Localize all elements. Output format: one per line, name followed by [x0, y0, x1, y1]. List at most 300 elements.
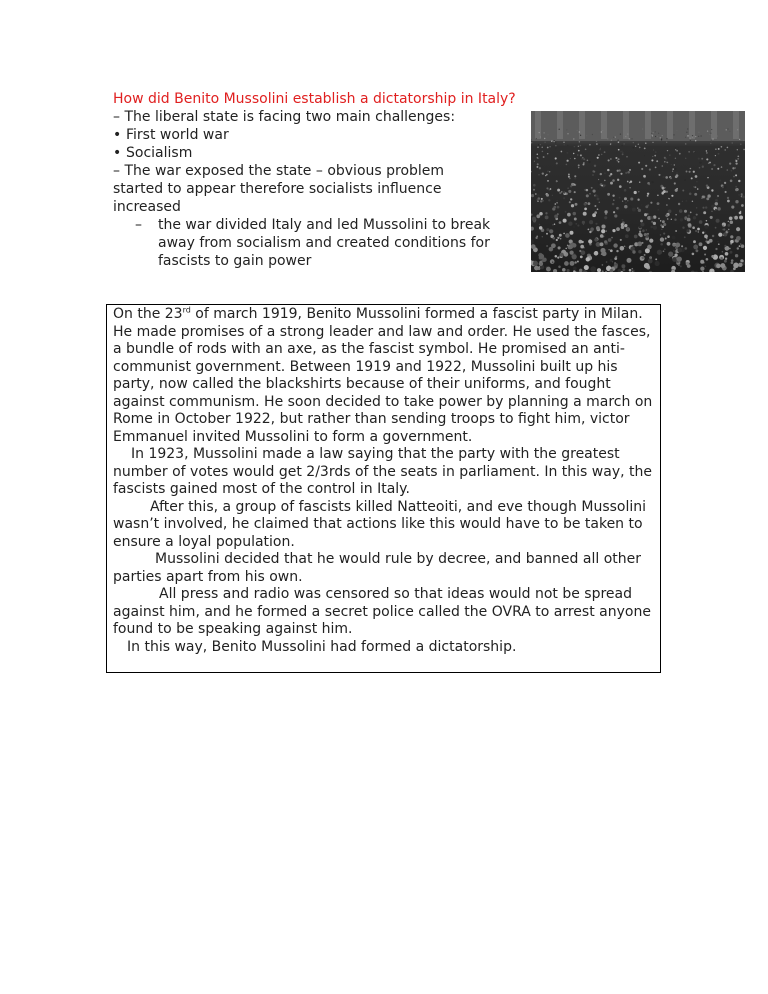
- crowd-figure: [731, 170, 733, 172]
- crowd-figure: [552, 195, 553, 196]
- crowd-figure: [618, 149, 620, 151]
- crowd-figure: [668, 251, 673, 256]
- crowd-figure: [563, 197, 565, 199]
- crowd-figure: [638, 144, 639, 145]
- crowd-figure: [561, 151, 563, 153]
- crowd-figure: [589, 231, 591, 233]
- crowd-figure: [567, 213, 571, 217]
- crowd-figure: [711, 140, 712, 141]
- crowd-figure: [590, 266, 596, 272]
- crowd-figure: [545, 175, 546, 176]
- crowd-figure: [672, 243, 675, 246]
- crowd-figure: [743, 149, 744, 150]
- crowd-figure: [535, 193, 537, 195]
- crowd-figure: [584, 208, 587, 211]
- crowd-figure: [579, 131, 580, 132]
- crowd-figure: [567, 133, 568, 134]
- crowd-figure: [604, 210, 607, 213]
- crowd-figure: [616, 152, 617, 153]
- crowd-figure: [687, 218, 691, 222]
- crowd-figure: [573, 138, 574, 139]
- crowd-figure: [624, 189, 627, 192]
- crowd-figure: [608, 249, 609, 250]
- crowd-figure: [711, 129, 712, 130]
- crowd-figure: [651, 221, 653, 223]
- crowd-figure: [622, 151, 623, 152]
- crowd-figure: [570, 231, 574, 235]
- crowd-figure: [594, 165, 596, 167]
- crowd-figure: [593, 190, 596, 193]
- crowd-figure: [555, 145, 556, 146]
- crowd-figure: [650, 256, 652, 258]
- crowd-figure: [554, 206, 557, 209]
- crowd-figure: [539, 167, 541, 169]
- crowd-figure: [542, 236, 543, 237]
- crowd-figure: [574, 177, 576, 179]
- crowd-figure: [583, 158, 585, 160]
- crowd-figure: [537, 199, 539, 201]
- crowd-figure: [572, 254, 577, 259]
- crowd-figure: [580, 145, 581, 146]
- crowd-figure: [586, 257, 590, 261]
- crowd-figure: [642, 128, 643, 129]
- crowd-figure: [738, 263, 742, 267]
- crowd-figure: [677, 256, 682, 261]
- crowd-figure: [653, 225, 657, 229]
- crowd-figure: [595, 223, 597, 225]
- crowd-figure: [720, 257, 723, 260]
- crowd-figure: [621, 145, 622, 146]
- crowd-figure: [531, 171, 532, 173]
- crowd-figure: [632, 245, 634, 247]
- crowd-figure: [699, 162, 701, 164]
- crowd-figure: [685, 137, 686, 138]
- crowd-figure: [650, 131, 651, 132]
- crowd-figure: [630, 197, 633, 200]
- crowd-figure: [622, 268, 625, 271]
- crowd-figure: [710, 216, 713, 219]
- crowd-figure: [697, 228, 700, 231]
- dash-item: [113, 216, 528, 270]
- crowd-figure: [707, 130, 708, 131]
- crowd-figure: [686, 171, 688, 173]
- photo-building-column: [557, 111, 563, 139]
- crowd-figure: [638, 191, 639, 192]
- crowd-figure: [655, 151, 657, 153]
- crowd-figure: [724, 186, 727, 189]
- crowd-figure: [681, 245, 683, 247]
- crowd-figure: [589, 193, 591, 195]
- crowd-figure: [700, 135, 701, 136]
- crowd-figure: [675, 147, 676, 148]
- crowd-figure: [555, 148, 556, 149]
- crowd-figure: [715, 227, 717, 229]
- crowd-figure: [743, 140, 744, 141]
- crowd-figure: [660, 137, 661, 138]
- photo-building-column: [733, 111, 739, 139]
- crowd-figure: [711, 270, 713, 272]
- crowd-figure: [675, 168, 677, 170]
- crowd-figure: [624, 197, 627, 200]
- crowd-figure: [658, 174, 660, 176]
- crowd-figure: [531, 194, 534, 197]
- crowd-figure: [613, 243, 617, 247]
- crowd-figure: [729, 216, 733, 220]
- photo-building-column: [623, 111, 629, 139]
- crowd-figure: [620, 151, 622, 153]
- crowd-figure: [539, 212, 543, 216]
- crowd-figure: [713, 164, 715, 166]
- crowd-figure: [654, 155, 656, 157]
- crowd-figure: [702, 207, 704, 209]
- crowd-figure: [673, 134, 674, 135]
- crowd-figure: [674, 164, 675, 165]
- crowd-figure: [592, 174, 593, 175]
- crowd-figure: [737, 158, 739, 160]
- crowd-figure: [597, 208, 599, 210]
- crowd-figure: [679, 153, 681, 155]
- crowd-figure: [690, 271, 695, 272]
- crowd-figure: [689, 171, 691, 173]
- crowd-figure: [689, 193, 692, 196]
- crowd-figure: [672, 168, 673, 169]
- crowd-figure: [585, 148, 587, 150]
- crowd-figure: [557, 237, 559, 239]
- crowd-figure: [616, 160, 618, 162]
- crowd-figure: [680, 265, 682, 267]
- crowd-figure: [711, 168, 713, 170]
- crowd-figure: [706, 152, 708, 154]
- crowd-figure: [608, 211, 610, 213]
- crowd-figure: [555, 157, 557, 159]
- crowd-figure: [598, 154, 600, 156]
- crowd-figure: [661, 139, 662, 140]
- crowd-figure: [669, 257, 670, 258]
- crowd-figure: [602, 270, 604, 272]
- crowd-figure: [735, 174, 737, 176]
- crowd-figure: [616, 227, 620, 231]
- crowd-figure: [591, 187, 593, 189]
- crowd-figure: [578, 164, 580, 166]
- crowd-figure: [652, 132, 653, 133]
- crowd-figure: [563, 142, 564, 143]
- crowd-figure: [541, 198, 543, 200]
- crowd-figure: [592, 134, 593, 135]
- crowd-figure: [672, 257, 677, 262]
- crowd-figure: [613, 137, 614, 138]
- crowd-figure: [578, 150, 580, 152]
- crowd-figure: [627, 181, 629, 183]
- crowd-figure: [716, 219, 720, 223]
- crowd-figure: [536, 214, 540, 218]
- crowd-figure: [647, 195, 649, 197]
- crowd-figure: [692, 201, 693, 202]
- crowd-figure: [557, 213, 559, 215]
- crowd-figure: [660, 234, 662, 236]
- crowd-figure: [596, 143, 598, 145]
- crowd-figure: [698, 158, 700, 160]
- crowd-figure: [740, 143, 741, 144]
- crowd-figure: [666, 191, 668, 193]
- crowd-figure: [665, 176, 668, 179]
- crowd-figure: [560, 253, 564, 257]
- crowd-figure: [558, 266, 561, 269]
- box-paragraph-3: After this, a group of fascists killed Natteoiti, and eve though Mussolini wasn’t involved, he claimed that actions like this would have to be taken to ensure a loyal population.: [113, 498, 647, 550]
- crowd-figure: [621, 223, 624, 226]
- crowd-figure: [645, 143, 646, 144]
- crowd-figure: [582, 163, 584, 165]
- crowd-figure: [600, 173, 602, 175]
- crowd-figure: [581, 241, 583, 243]
- crowd-figure: [715, 209, 717, 211]
- crowd-figure: [608, 238, 612, 242]
- crowd-figure: [653, 222, 656, 225]
- crowd-figure: [616, 250, 618, 252]
- crowd-figure: [688, 151, 689, 152]
- crowd-figure: [627, 133, 628, 134]
- crowd-figure: [604, 180, 606, 182]
- crowd-figure: [584, 265, 589, 270]
- crowd-figure: [536, 138, 537, 139]
- crowd-figure: [537, 163, 539, 165]
- crowd-figure: [737, 155, 739, 157]
- crowd-figure: [706, 238, 707, 239]
- crowd-figure: [687, 128, 688, 129]
- crowd-figure: [598, 179, 599, 180]
- crowd-figure: [542, 172, 544, 174]
- crowd-figure: [677, 248, 682, 253]
- crowd-figure: [638, 250, 641, 253]
- crowd-figure: [722, 186, 724, 188]
- crowd-figure: [555, 181, 556, 182]
- crowd-figure: [663, 223, 666, 226]
- crowd-figure: [547, 170, 549, 172]
- crowd-figure: [583, 224, 584, 225]
- crowd-figure: [559, 221, 562, 224]
- crowd-figure: [666, 142, 667, 143]
- crowd-figure: [565, 211, 567, 213]
- crowd-figure: [552, 224, 554, 226]
- crowd-figure: [552, 261, 553, 262]
- crowd-figure: [547, 147, 549, 149]
- crowd-figure: [675, 149, 676, 150]
- crowd-figure: [580, 245, 584, 249]
- crowd-figure: [731, 262, 734, 265]
- crowd-figure: [675, 230, 677, 232]
- crowd-figure: [562, 268, 566, 272]
- crowd-figure: [588, 161, 590, 163]
- crowd-figure: [660, 243, 663, 246]
- crowd-figure: [553, 237, 556, 240]
- crowd-figure: [637, 199, 639, 201]
- crowd-figure: [716, 135, 717, 136]
- crowd-figure: [547, 180, 549, 182]
- crowd-figure: [597, 198, 600, 201]
- crowd-figure: [629, 187, 630, 188]
- crowd-figure: [708, 162, 710, 164]
- crowd-figure: [669, 155, 670, 156]
- crowd-figure: [666, 204, 668, 206]
- crowd-figure: [694, 186, 696, 188]
- crowd-figure: [601, 131, 602, 132]
- crowd-figure: [531, 142, 532, 143]
- crowd-figure: [587, 160, 589, 162]
- crowd-figure: [577, 225, 579, 227]
- crowd-figure: [662, 220, 665, 223]
- crowd-figure: [546, 245, 548, 247]
- crowd-figure: [677, 147, 679, 149]
- crowd-figure: [644, 213, 647, 216]
- crowd-figure: [661, 229, 662, 230]
- crowd-figure: [722, 225, 724, 227]
- crowd-figure: [549, 189, 550, 190]
- photo-building-column: [667, 111, 673, 139]
- crowd-figure: [639, 226, 642, 229]
- crowd-figure: [735, 188, 738, 191]
- crowd-figure: [601, 229, 605, 233]
- crowd-figure: [566, 129, 567, 130]
- crowd-figure: [727, 147, 729, 149]
- crowd-figure: [565, 248, 567, 250]
- crowd-figure: [684, 179, 686, 181]
- crowd-figure: [718, 168, 719, 169]
- crowd-figure: [549, 171, 550, 172]
- crowd-figure: [633, 142, 634, 143]
- crowd-figure: [594, 205, 596, 207]
- crowd-figure: [538, 267, 541, 270]
- crowd-figure: [691, 177, 693, 179]
- crowd-figure: [647, 233, 649, 235]
- crowd-figure: [621, 264, 625, 268]
- crowd-figure: [564, 144, 565, 145]
- crowd-figure: [595, 251, 598, 254]
- crowd-figure: [703, 246, 707, 250]
- crowd-figure: [583, 212, 587, 216]
- crowd-figure: [553, 269, 557, 272]
- crowd-figure: [727, 197, 729, 199]
- crowd-figure: [730, 270, 734, 272]
- crowd-figure: [695, 230, 697, 232]
- crowd-figure: [660, 220, 661, 221]
- crowd-figure: [684, 247, 687, 250]
- crowd-figure: [682, 190, 684, 192]
- crowd-figure: [661, 192, 664, 195]
- crowd-figure: [573, 267, 577, 271]
- crowd-figure: [573, 270, 575, 272]
- crowd-figure: [724, 245, 726, 247]
- crowd-figure: [626, 227, 629, 230]
- crowd-figure: [573, 226, 574, 227]
- crowd-figure: [580, 135, 581, 136]
- crowd-figure: [728, 221, 729, 222]
- crowd-figure: [727, 200, 730, 203]
- crowd-figure: [692, 226, 695, 229]
- crowd-figure: [735, 254, 738, 257]
- crowd-figure: [667, 218, 669, 220]
- crowd-figure: [633, 270, 635, 272]
- crowd-figure: [640, 220, 643, 223]
- crowd-figure: [629, 169, 631, 171]
- crowd-figure: [586, 135, 587, 136]
- crowd-figure: [667, 150, 668, 151]
- bullet-text: Socialism: [126, 145, 193, 161]
- crowd-figure: [634, 191, 637, 194]
- crowd-figure: [536, 166, 538, 168]
- crowd-figure: [571, 204, 574, 207]
- crowd-figure: [570, 261, 575, 266]
- crowd-figure: [710, 143, 711, 144]
- crowd-figure: [712, 138, 714, 140]
- crowd-figure: [633, 147, 635, 149]
- crowd-figure: [740, 259, 743, 262]
- crowd-figure: [711, 189, 713, 191]
- crowd-figure: [601, 185, 603, 187]
- crowd-figure: [551, 141, 552, 142]
- superscript: rd: [182, 305, 191, 315]
- crowd-figure: [559, 129, 560, 130]
- crowd-figure: [676, 150, 678, 152]
- crowd-figure: [608, 159, 610, 161]
- crowd-figure: [610, 249, 613, 252]
- crowd-figure: [624, 205, 627, 208]
- crowd-figure: [578, 167, 579, 168]
- crowd-figure: [574, 218, 577, 221]
- crowd-figure: [730, 235, 733, 238]
- crowd-figure: [705, 206, 707, 208]
- crowd-figure: [567, 145, 568, 146]
- crowd-figure: [656, 160, 658, 162]
- crowd-figure: [742, 195, 745, 198]
- crowd-figure: [606, 261, 608, 263]
- crowd-figure: [532, 156, 533, 157]
- crowd-figure: [542, 257, 546, 261]
- crowd-figure: [675, 242, 680, 247]
- crowd-figure: [618, 169, 620, 171]
- crowd-figure: [647, 213, 649, 215]
- crowd-figure: [676, 188, 678, 190]
- crowd-figure: [617, 179, 619, 181]
- crowd-figure: [579, 250, 581, 252]
- crowd-figure: [606, 230, 607, 231]
- crowd-figure: [696, 214, 698, 216]
- crowd-figure: [655, 136, 656, 137]
- crowd-figure: [584, 203, 587, 206]
- crowd-figure: [717, 195, 719, 197]
- crowd-figure: [540, 136, 541, 137]
- crowd-figure: [735, 162, 737, 164]
- crowd-figure: [632, 208, 636, 212]
- crowd-figure: [626, 156, 628, 158]
- crowd-figure: [601, 253, 603, 255]
- crowd-figure: [623, 143, 625, 145]
- crowd-figure: [645, 205, 648, 208]
- crowd-figure: [611, 140, 612, 141]
- crowd-figure: [637, 207, 638, 208]
- crowd-figure: [684, 216, 687, 219]
- crowd-figure: [572, 243, 577, 248]
- crowd-figure: [739, 212, 742, 215]
- crowd-figure: [655, 167, 657, 169]
- crowd-figure: [684, 236, 686, 238]
- crowd-figure: [653, 215, 656, 218]
- crowd-figure: [725, 258, 727, 260]
- crowd-figure: [597, 268, 601, 272]
- photo-building-column: [535, 111, 541, 139]
- crowd-figure: [610, 144, 611, 145]
- box-paragraph-2: In 1923, Mussolini made a law saying that the party with the greatest number of votes would get 2/3rds of the seats in parliament. In this way, the fascists gained most of the control in Italy.: [113, 446, 652, 497]
- crowd-figure: [716, 264, 721, 269]
- crowd-figure: [594, 211, 597, 214]
